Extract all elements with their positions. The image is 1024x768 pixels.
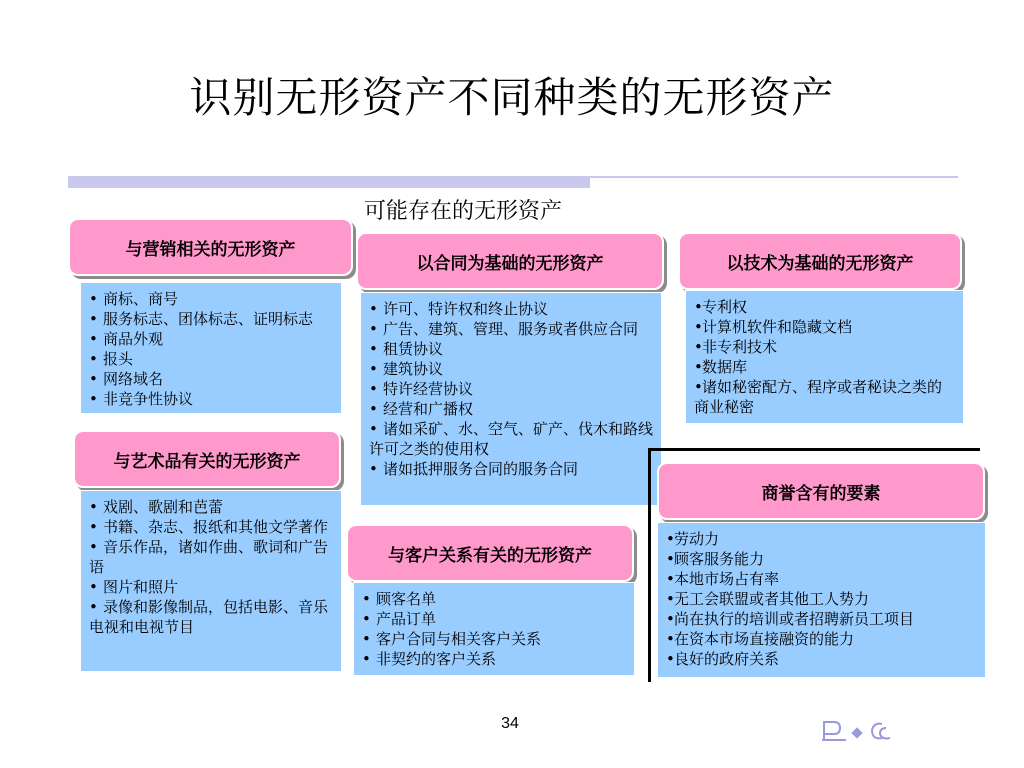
list-item: • 无工会联盟或者其他工人势力 xyxy=(666,589,977,609)
goodwill-box xyxy=(657,522,986,678)
list-item: • 音乐作品，诸如作曲、歌词和广告 语 xyxy=(89,537,333,577)
page-number: 34 xyxy=(501,715,519,732)
slide-title: 识别无形资产不同种类的无形资产 xyxy=(189,73,835,122)
list-item: • 专利权 xyxy=(694,297,955,317)
marketing-header-label: 与营销相关的无形资产 xyxy=(125,239,296,260)
customer-header xyxy=(346,524,634,582)
list-item: • 租赁协议 xyxy=(369,339,653,359)
goodwill-list xyxy=(666,529,977,669)
technology-header xyxy=(678,232,962,290)
company-logo-icon xyxy=(820,718,900,744)
list-item: • 经营和广播权 xyxy=(369,399,653,419)
list-item: • 在资本市场直接融资的能力 xyxy=(666,629,977,649)
list-item: • 许可、特许权和终止协议 xyxy=(369,299,653,319)
goodwill-header-label: 商誉含有的要素 xyxy=(761,483,881,504)
list-item: • 商标、商号 xyxy=(89,289,333,309)
customer-list xyxy=(362,589,626,669)
technology-list xyxy=(694,297,955,417)
customer-header-label: 与客户关系有关的无形资产 xyxy=(388,545,592,566)
list-item: • 建筑协议 xyxy=(369,359,653,379)
art-box xyxy=(80,490,342,672)
list-item: • 数据库 xyxy=(694,357,955,377)
list-item: • 网络域名 xyxy=(89,369,333,389)
list-item: • 客户合同与相关客户关系 xyxy=(362,629,626,649)
list-item: • 图片和照片 xyxy=(89,577,333,597)
technology-box xyxy=(685,290,964,424)
contract-box xyxy=(360,292,662,506)
list-item: • 产品订单 xyxy=(362,609,626,629)
marketing-header xyxy=(68,218,353,276)
customer-box xyxy=(353,582,635,676)
art-header-label: 与艺术品有关的无形资产 xyxy=(113,451,301,472)
list-item: • 报头 xyxy=(89,349,333,369)
list-item: • 本地市场占有率 xyxy=(666,569,977,589)
art-list xyxy=(89,497,344,637)
title-divider-thick xyxy=(68,176,590,188)
list-item: • 良好的政府关系 xyxy=(666,649,977,669)
contract-list xyxy=(369,299,653,479)
list-item: • 诸如秘密配方、程序或者秘诀之类的商业秘密 xyxy=(694,377,955,417)
list-item: • 书籍、杂志、报纸和其他文学著作 xyxy=(89,517,333,537)
slide-subtitle: 可能存在的无形资产 xyxy=(364,199,563,224)
marketing-box xyxy=(80,282,342,414)
list-item: • 戏剧、歌剧和芭蕾 xyxy=(89,497,333,517)
marketing-list xyxy=(89,289,333,409)
list-item: • 商品外观 xyxy=(89,329,333,349)
list-item: • 计算机软件和隐藏文档 xyxy=(694,317,955,337)
list-item: • 服务标志、团体标志、证明标志 xyxy=(89,309,333,329)
list-item: • 特许经营协议 xyxy=(369,379,653,399)
contract-header-label: 以合同为基础的无形资产 xyxy=(416,253,604,274)
list-item: • 尚在执行的培训或者招聘新员工项目 xyxy=(666,609,977,629)
goodwill-header xyxy=(657,462,985,520)
list-item: • 顾客名单 xyxy=(362,589,626,609)
list-item: • 诸如采矿、水、空气、矿产、伐木和路线许可之类的使用权 xyxy=(369,419,653,459)
list-item: • 诸如抵押服务合同的服务合同 xyxy=(369,459,653,479)
list-item: • 广告、建筑、管理、服务或者供应合同 xyxy=(369,319,653,339)
list-item: • 录像和影像制品，包括电影、音乐电视和电视节目 xyxy=(89,597,333,637)
list-item: • 劳动力 xyxy=(666,529,977,549)
title-divider-thin xyxy=(590,176,958,178)
list-item: • 非竞争性协议 xyxy=(89,389,333,409)
art-header xyxy=(73,430,341,488)
list-item: • 非专利技术 xyxy=(694,337,955,357)
list-item: • 顾客服务能力 xyxy=(666,549,977,569)
technology-header-label: 以技术为基础的无形资产 xyxy=(726,253,914,274)
contract-header xyxy=(356,232,664,290)
list-item: • 非契约的客户关系 xyxy=(362,649,626,669)
